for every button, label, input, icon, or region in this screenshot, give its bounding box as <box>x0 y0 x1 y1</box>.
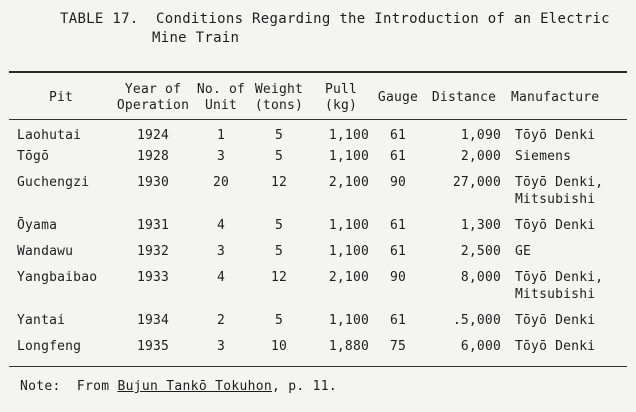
cell-pit: Ōyama <box>17 218 58 233</box>
cell-year: 1932 <box>136 244 170 259</box>
manufacture-line: Mitsubishi <box>515 287 596 302</box>
cell-weight: 5 <box>274 149 284 164</box>
cell-pit: Wandawu <box>17 244 74 259</box>
table-row <box>9 214 627 240</box>
cell-gauge: 61 <box>389 313 407 328</box>
table-row <box>9 335 627 361</box>
table-row <box>9 119 627 145</box>
cell-pit: Tōgō <box>17 149 50 164</box>
cell-distance: 2,000 <box>460 149 501 164</box>
note-prefix: From <box>76 379 118 394</box>
header-pull-line2: (kg) <box>324 98 358 113</box>
cell-manufacture <box>505 119 627 145</box>
cell-pull: 1,100 <box>328 244 369 259</box>
cell-manufacture <box>505 214 627 240</box>
manufacture-line: GE <box>515 244 532 259</box>
cell-distance: 6,000 <box>460 339 501 354</box>
manufacture-line: Tōyō Denki, <box>515 270 604 285</box>
cell-pull: 2,100 <box>328 270 369 285</box>
header-row <box>9 77 627 119</box>
cell-pull: 1,100 <box>328 218 369 233</box>
cell-pit: Laohutai <box>17 128 82 143</box>
cell-manufacture <box>505 309 627 335</box>
cell-manufacture <box>505 145 627 171</box>
cell-distance: 27,000 <box>452 175 501 190</box>
cell-unit: 3 <box>216 339 226 354</box>
cell-distance: .5,000 <box>452 313 501 328</box>
cell-weight: 12 <box>270 270 288 285</box>
manufacture-line: Siemens <box>515 149 572 164</box>
cell-unit: 4 <box>216 270 226 285</box>
cell-weight: 5 <box>274 313 284 328</box>
cell-distance: 2,500 <box>460 244 501 259</box>
cell-year: 1928 <box>136 149 170 164</box>
cell-gauge: 75 <box>389 339 407 354</box>
header-year <box>113 77 193 119</box>
table-row <box>9 266 627 309</box>
cell-pull: 1,100 <box>328 128 369 143</box>
header-unit-line1: No. of <box>196 82 246 97</box>
header-weight-line2: (tons) <box>254 98 304 113</box>
cell-weight: 12 <box>270 175 288 190</box>
cell-pit: Guchengzi <box>17 175 90 190</box>
manufacture-line: Mitsubishi <box>515 192 596 207</box>
header-pull <box>309 77 373 119</box>
cell-pull: 1,880 <box>328 339 369 354</box>
header-year-line1: Year of <box>124 82 182 97</box>
cell-weight: 10 <box>270 339 288 354</box>
manufacture-line: Tōyō Denki, <box>515 175 604 190</box>
cell-unit: 3 <box>216 244 226 259</box>
cell-manufacture <box>505 266 627 309</box>
table-caption <box>60 10 610 48</box>
cell-year: 1933 <box>136 270 170 285</box>
header-pull-line1: Pull <box>324 82 358 97</box>
cell-unit: 3 <box>216 149 226 164</box>
cell-gauge: 90 <box>389 270 407 285</box>
cell-unit: 20 <box>212 175 230 190</box>
header-gauge: Gauge <box>377 90 419 105</box>
cell-gauge: 61 <box>389 149 407 164</box>
header-manufacture: Manufacture <box>511 90 600 105</box>
cell-gauge: 90 <box>389 175 407 190</box>
cell-year: 1924 <box>136 128 170 143</box>
cell-pit: Yantai <box>17 313 66 328</box>
cell-weight: 5 <box>274 218 284 233</box>
cell-pull: 2,100 <box>328 175 369 190</box>
cell-pull: 1,100 <box>328 313 369 328</box>
note-suffix: , p. 11. <box>271 379 337 394</box>
cell-distance: 8,000 <box>460 270 501 285</box>
table-row <box>9 171 627 214</box>
cell-unit: 4 <box>216 218 226 233</box>
header-year-line2: Operation <box>116 98 190 113</box>
cell-gauge: 61 <box>389 244 407 259</box>
cell-pit: Yangbaibao <box>17 270 98 285</box>
caption-line-2: Mine Train <box>152 30 240 46</box>
cell-unit: 2 <box>216 313 226 328</box>
caption-line-1: TABLE 17. Conditions Regarding the Introduction of an Electric <box>60 11 610 27</box>
cell-manufacture <box>505 335 627 361</box>
manufacture-line: Tōyō Denki <box>515 128 596 143</box>
header-weight-line1: Weight <box>254 82 304 97</box>
cell-manufacture <box>505 240 627 266</box>
table-row <box>9 309 627 335</box>
cell-year: 1931 <box>136 218 170 233</box>
header-unit <box>193 77 249 119</box>
data-table <box>9 77 627 361</box>
cell-year: 1930 <box>136 175 170 190</box>
cell-distance: 1,090 <box>460 128 501 143</box>
cell-weight: 5 <box>274 244 284 259</box>
note-label: Note: <box>20 379 61 394</box>
manufacture-line: Tōyō Denki <box>515 313 596 328</box>
cell-year: 1934 <box>136 313 170 328</box>
table-body <box>9 119 627 361</box>
cell-gauge: 61 <box>389 128 407 143</box>
cell-weight: 5 <box>274 128 284 143</box>
cell-year: 1935 <box>136 339 170 354</box>
cell-pull: 1,100 <box>328 149 369 164</box>
manufacture-line: Tōyō Denki <box>515 218 596 233</box>
cell-pit: Longfeng <box>17 339 82 354</box>
cell-unit: 1 <box>216 128 226 143</box>
manufacture-line: Tōyō Denki <box>515 339 596 354</box>
note-source-title: Bujun Tankō Tokuhon <box>117 379 272 394</box>
cell-distance: 1,300 <box>460 218 501 233</box>
table-row <box>9 240 627 266</box>
header-weight <box>249 77 309 119</box>
table-note <box>20 379 337 394</box>
cell-gauge: 61 <box>389 218 407 233</box>
table-row <box>9 145 627 171</box>
cell-manufacture <box>505 171 627 214</box>
header-distance: Distance <box>431 90 497 105</box>
top-rule <box>9 71 627 73</box>
header-unit-line2: Unit <box>204 98 238 113</box>
header-pit: Pit <box>48 90 74 105</box>
bottom-rule <box>9 366 627 367</box>
